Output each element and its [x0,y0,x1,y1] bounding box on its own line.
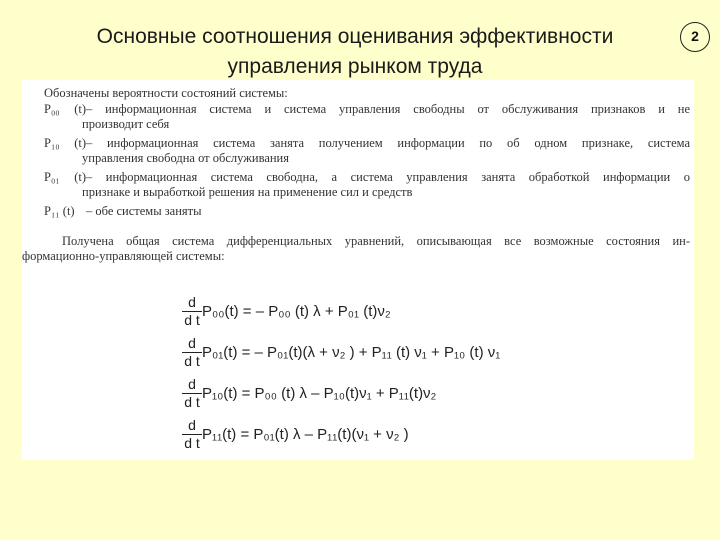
slide-title [40,22,670,82]
summary-line-2: формационно-управляющей системы: [22,249,225,263]
state-label: P₁₁ (t) [44,204,75,218]
page-number-badge: 2 [680,22,710,52]
derivative-d: d [188,335,196,351]
derivative-d: d [188,294,196,310]
state-p01 [44,170,690,185]
content-panel [22,80,694,460]
derivative-dt: d t [182,434,202,452]
title-line-2: управления рынком труда [227,55,483,78]
state-p00-cont: производит себя [82,117,170,131]
equation-rhs: P₁₀(t) = P₀₀ (t) λ – P₁₀(t)ν₁ + P₁₁(t)ν₂ [202,385,437,402]
summary-line-1: Получена общая система дифференциальных уравнений, описывающая все возможные состояния ин- [62,234,690,248]
derivative-dt: d t [182,352,202,370]
state-p10 [44,136,690,151]
derivative-dt: d t [182,311,202,329]
equation-rhs: P₀₁(t) = – P₀₁(t)(λ + ν₂ ) + P₁₁ (t) ν₁ + P₁₀ (t) ν₁ [202,344,501,361]
state-desc: – информационная система свободна, а система управления занята обработкой информации о [86,170,690,184]
derivative-d: d [188,417,196,433]
title-line-1: Основные соотношения оценивания эффективности [96,25,614,48]
equation-rhs: P₀₀(t) = – P₀₀ (t) λ + P₀₁ (t)ν₂ [202,303,391,320]
derivative-fraction [182,417,202,452]
state-desc: – информационная система и система управления свободны от обслуживания признаков и не [86,102,690,116]
state-p01-cont: признаке и выработкой решения на применение сил и средств [82,185,413,199]
derivative-d: d [188,376,196,392]
state-label: P₀₁ (t) [44,170,86,184]
state-label: P₁₀ (t) [44,136,86,150]
equation-rhs: P₁₁(t) = P₀₁(t) λ – P₁₁(t)(ν₁ + ν₂ ) [202,426,409,443]
state-desc: – информационная система занята получением информации по об одном признаке, система [86,136,690,150]
derivative-fraction [182,294,202,329]
state-p11 [44,204,202,219]
intro-text: Обозначены вероятности состояний системы: [44,86,288,100]
derivative-fraction [182,376,202,411]
derivative-dt: d t [182,393,202,411]
state-desc: – обе системы заняты [86,204,202,218]
state-p00 [44,102,690,117]
state-p10-cont: управления свободна от обслуживания [82,151,289,165]
state-label: P₀₀ (t) [44,102,86,116]
derivative-fraction [182,335,202,370]
